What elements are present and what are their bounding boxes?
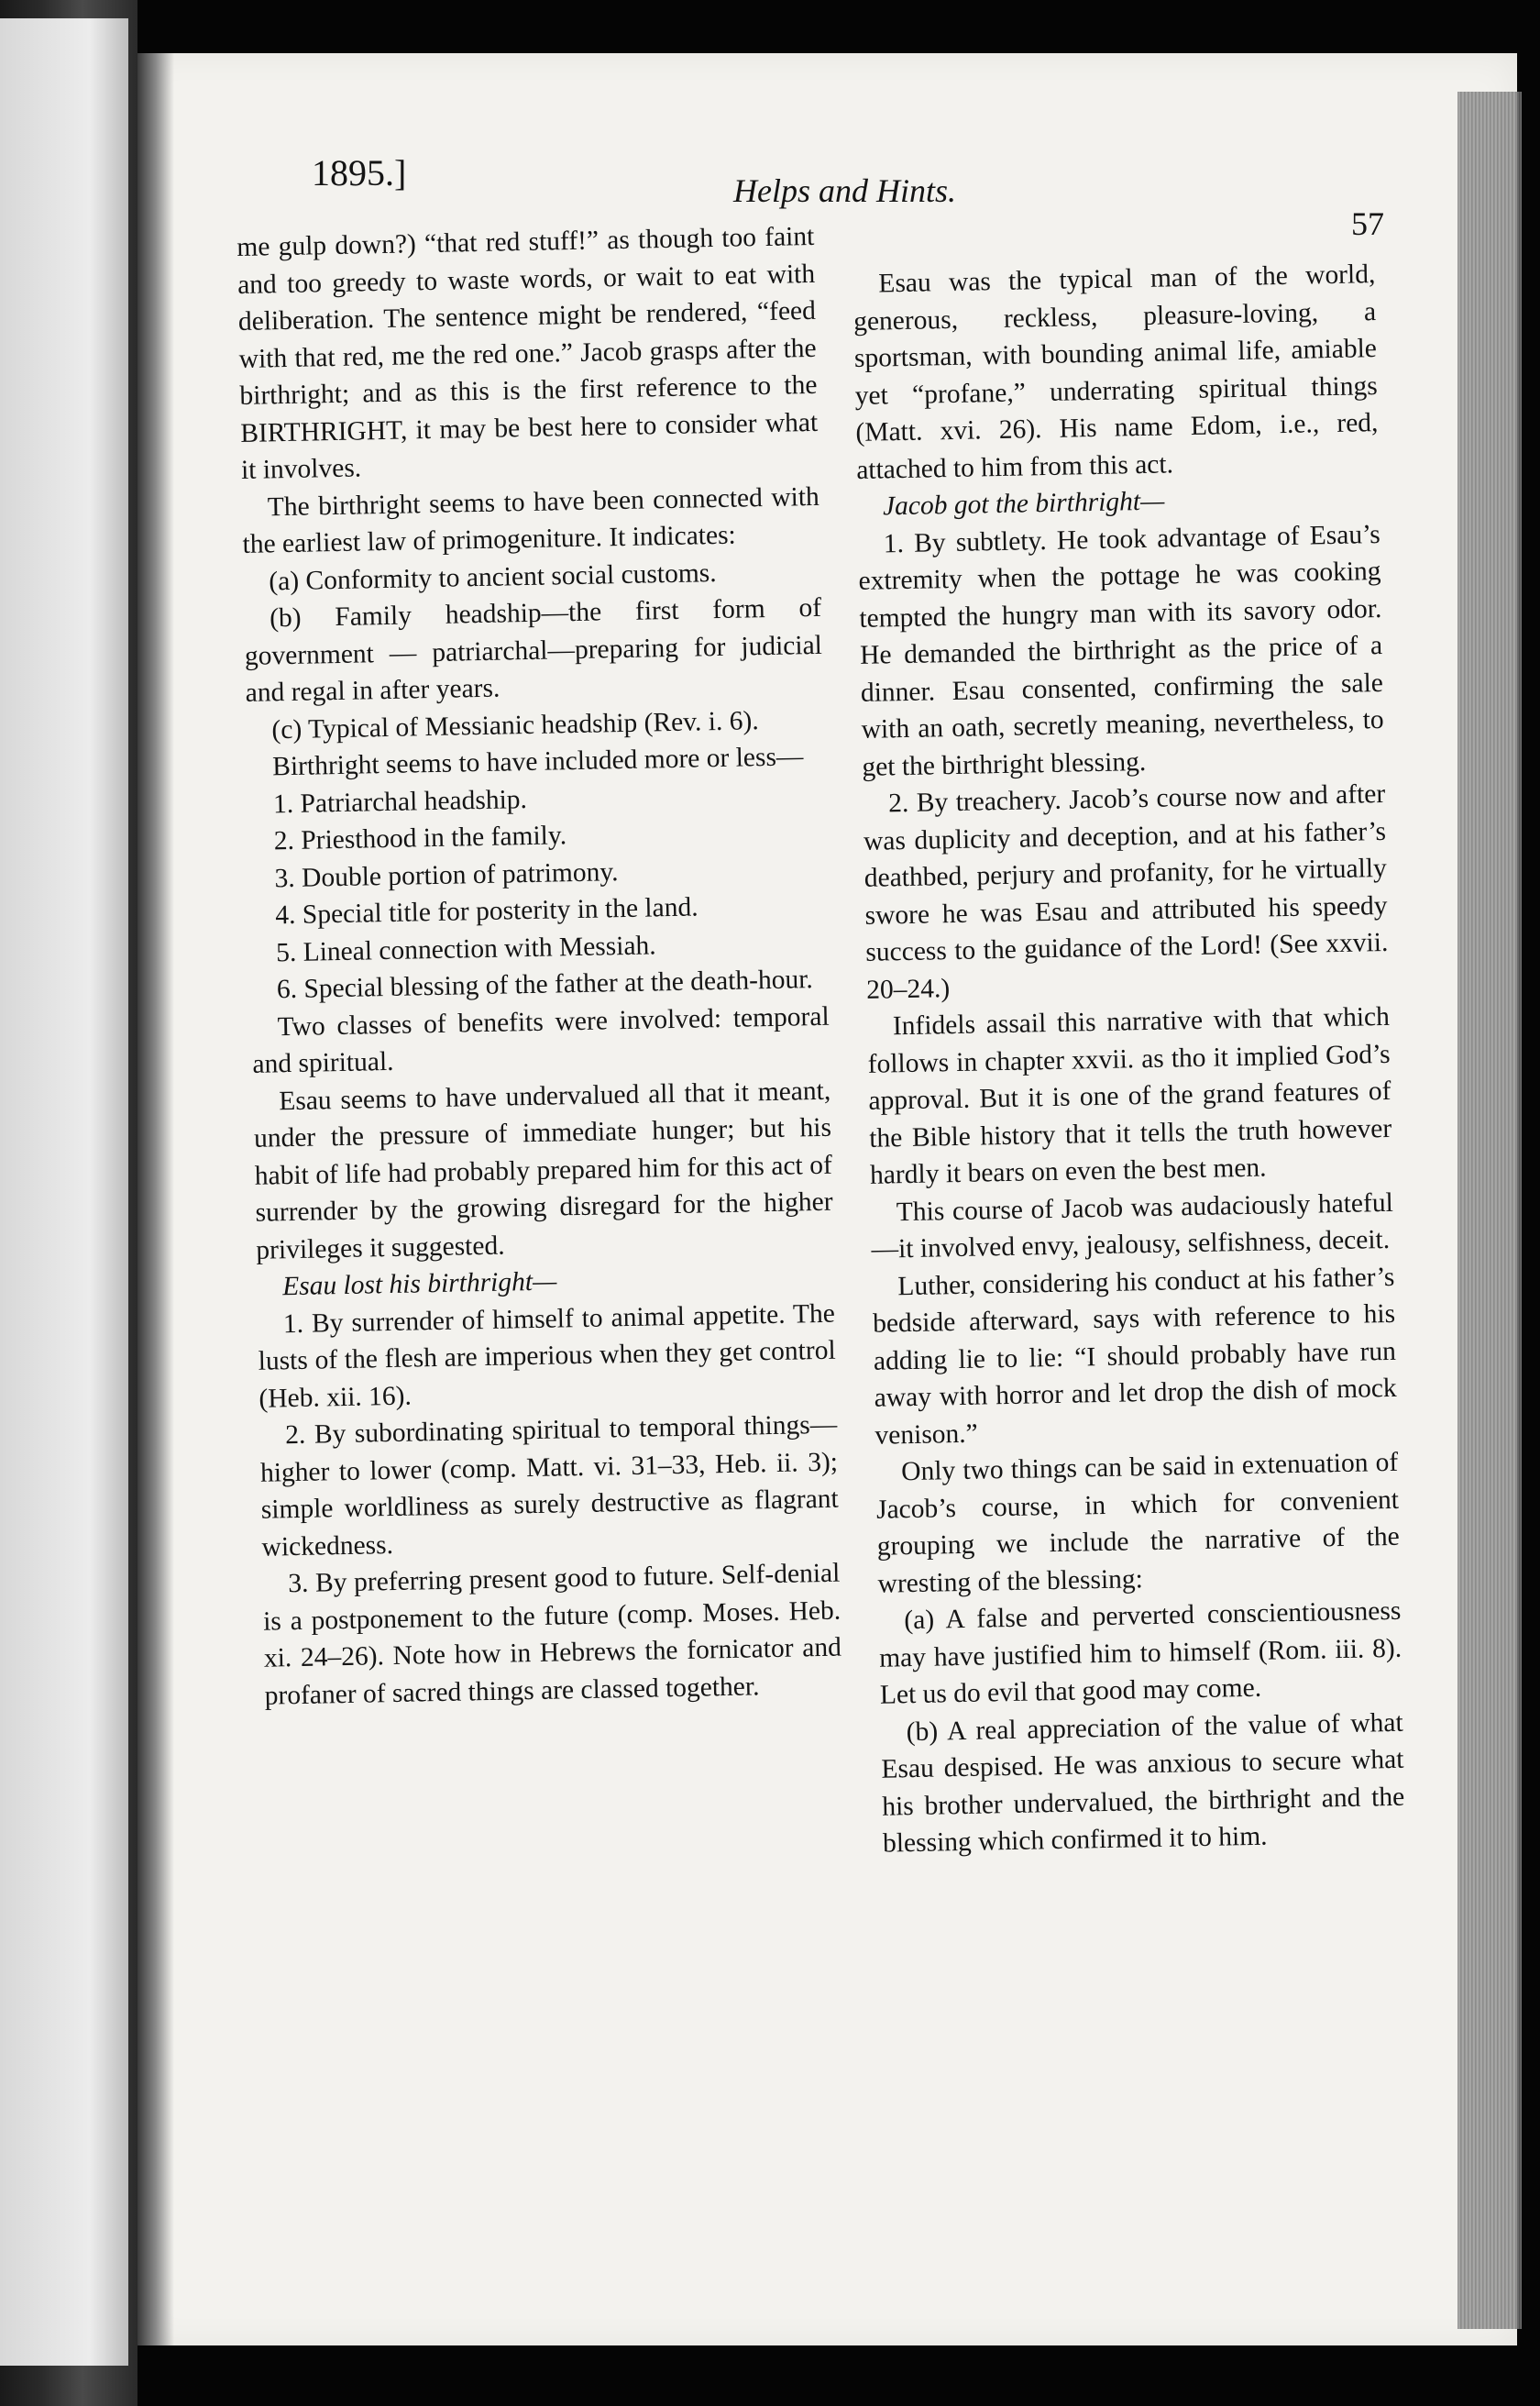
paragraph: 2. Priesthood in the family. bbox=[273, 821, 567, 856]
paragraph: (c) Typical of Messianic headship (Rev. i. 6). bbox=[271, 705, 759, 745]
header-title: Helps and Hints. bbox=[733, 172, 956, 209]
paragraph: This course of Jacob was audaciously hateful—it involved envy, jealousy, selfishness, deceit. bbox=[871, 1187, 1394, 1264]
header-year: 1895.] bbox=[312, 152, 407, 193]
paragraph: 5. Lineal connection with Messiah. bbox=[275, 930, 656, 967]
running-header bbox=[312, 151, 1384, 242]
paragraph: (a) A false and perverted conscientiousness may have justified him to himself (Rom. iii. 8). Let us do evil that good may come. bbox=[878, 1595, 1402, 1710]
paragraph: 3. By preferring present good to future. Self-denial is a postponement to the future (comp. Moses. Heb. xi. 24–26). Note how in Hebrews the fornicator and profaner of sacred things are classed together. bbox=[262, 1558, 842, 1711]
adjacent-page-edge bbox=[0, 18, 128, 2366]
paragraph: 2. By treachery. Jacob’s course now and after was duplicity and deception, and at his father’s deathbed, perjury and profanity, for he virtually swore he was Esau and attributed his speedy success to the guidance of the Lord! (See xxvii. 20–24.) bbox=[863, 778, 1389, 1005]
paragraph: Jacob got the birthright— bbox=[882, 486, 1165, 522]
paragraph: 3. Double portion of patrimony. bbox=[274, 856, 619, 893]
paragraph: Only two things can be said in extenuation of Jacob’s course, in which for convenient grouping we include the narrative of the wresting of the blessing: bbox=[875, 1447, 1401, 1599]
left-text-column bbox=[236, 218, 842, 1715]
paragraph: 6. Special blessing of the father at the death-hour. bbox=[276, 965, 814, 1005]
paragraph: (a) Conformity to ancient social customs. bbox=[269, 557, 717, 596]
gutter-shadow bbox=[138, 53, 174, 2345]
paragraph: me gulp down?) “that red stuff!” as though too faint and too greedy to waste words, or wait to eat with deliberation. The sentence might be rendered, “feed with that red, me the red one.” Jacob grasps after the birthright; and as this is the first reference to the BIRTHRIGHT, it may be best here to consider what it involves. bbox=[236, 221, 819, 485]
paragraph: (b) A real appreciation of the value of what Esau despised. He was anxious to secure what his brother undervalued, the birthright and the blessing which confirmed it to him. bbox=[881, 1707, 1405, 1859]
paragraph: The birthright seems to have been connected with the earliest law of primogeniture. It indicates: bbox=[242, 481, 820, 559]
paragraph: Esau was the typical man of the world, generous, reckless, pleasure-loving, a sportsman, with bounding animal life, amiable yet “profane,” underrating spiritual things (Matt. xvi. 26). His name Edom, i.e., red, attached to him from this act. bbox=[852, 259, 1379, 485]
paragraph: 1. By surrender of himself to animal appetite. The lusts of the flesh are imperious when they get control (Heb. xii. 16). bbox=[258, 1298, 836, 1414]
paragraph: Esau seems to have undervalued all that it meant, under the pressure of immediate hunger; but his habit of life had probably prepared him for this act of surrender by the growing disregard for the higher privileges it suggested. bbox=[253, 1076, 833, 1265]
paragraph: 1. Patriarchal headship. bbox=[272, 784, 528, 819]
paragraph: 4. Special title for posterity in the land. bbox=[275, 892, 698, 931]
paragraph: Luther, considering his conduct at his father’s bedside afterward, says with reference to his adding lie to lie: “I should probably have run away with horror and let drop the dish of mock venison.” bbox=[872, 1262, 1397, 1451]
paragraph: Esau lost his birthright— bbox=[281, 1266, 557, 1302]
paragraph: Infidels assail this narrative with that which follows in chapter xxvii. as tho it implied God’s approval. But it is one of the grand features of the Bible history that it tells the truth however hardly it bears on even the best men. bbox=[867, 1001, 1392, 1190]
paragraph: Two classes of benefits were involved: temporal and spiritual. bbox=[252, 1001, 830, 1079]
paragraph: (b) Family headship—the first form of government — patriarchal—preparing for judicial and regal in after years. bbox=[244, 592, 823, 708]
page-stack-edges bbox=[1458, 92, 1522, 2329]
paragraph: Birthright seems to have included more or less— bbox=[271, 742, 804, 782]
paragraph: 1. By subtlety. He took advantage of Esau’s extremity when the pottage he was cooking tempted the hungry man with its savory odor. He demanded the birthright as the price of a dinner. Esau consented, confirming the sale with an oath, secretly meaning, nevertheless, to get the birthright blessing. bbox=[858, 519, 1384, 782]
paragraph: 2. By subordinating spiritual to temporal things—higher to lower (comp. Matt. vi. 31–33, Heb. ii. 3); simple worldliness as surely destructive as flagrant wickedness. bbox=[259, 1409, 840, 1562]
page-number: 57 bbox=[1351, 205, 1384, 242]
right-text-column bbox=[852, 256, 1405, 1862]
